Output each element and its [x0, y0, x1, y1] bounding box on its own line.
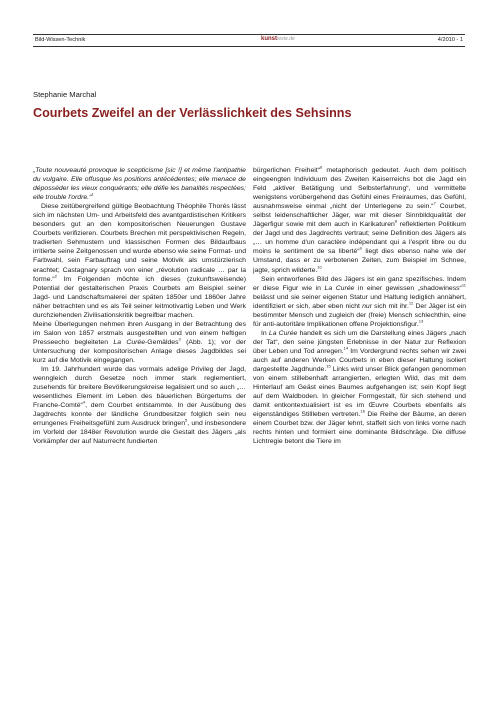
paragraph-text: handelt es sich um die Darstellung eines Jägers „nach der Tat“, den seine jüngsten Erlebnisse in der Natur zur Reflexion über Leben und Tod anregen. [253, 329, 467, 355]
footnote-ref: 16 [360, 408, 365, 414]
footnote-ref: 6 [319, 164, 323, 170]
paragraph-text: sich mit ihr. [372, 302, 409, 310]
paragraph-text: metaphorisch gedeutet. Auch dem politisch eingeengten Individuum des Zweiten Kaiserreichs bot die Jagd ein Feld „aktiver Betätigung und Selbsterfahrung“, und vermittelte wenigstens vorübergehend das Gefühl eines Freiraumes, das Gefühl, ausnahmsweise einmal „nicht der Unterlegene zu sein.“ [253, 167, 466, 211]
artwork-title: La Curée [268, 329, 298, 337]
paragraph-text: Sein entworfenes Bild des Jägers ist ein ganz spezifisches. Indem er diese Figur wie in [253, 275, 466, 292]
paragraph [33, 365, 246, 446]
footnote-ref: 13 [418, 318, 424, 324]
footnote-ref: 3 [178, 336, 181, 342]
paragraph-text: Im 19. Jahrhundert wurde das vormals adelige Privileg der Jagd, wenngleich durch Gesetze noch immer stark reglementiert, zusehends für breitere Bevölkerungskreise legalisiert und so auch „… wesentliches Element im Leben des bäuerlichen Bürgertums der Franche-Comté“ [33, 366, 246, 410]
artwork-title: La Curée [113, 338, 146, 346]
right-column [253, 166, 466, 446]
paragraph-text: in einer gewissen „shadowiness“ [354, 284, 462, 292]
issue-number: 4/2010 - 1 [437, 37, 463, 43]
footnote-ref: 2 [54, 273, 57, 279]
paragraph-text: (Abb. 1); vor der Untersuchung der kompositorischen Anlage dieses Jagdbildes sei kurz auf die Motivik eingegangen. [33, 338, 246, 364]
paragraph [33, 202, 246, 320]
footnote-ref: 4 [82, 399, 86, 405]
paragraph-text: reflektierten Politikum der Jagd und des Jagdrechts vertraut; seine Definition des Jägers als „… un homme d'un caractère indépendant qui a l'esprit libre ou du moins le sentiment de sa liberté“ [253, 221, 466, 256]
paragraph-text: , und insbesondere im Vorfeld der 1848er Revolution wurde die Gestalt des Jägers „als Vorkämpfer der auf Naturrecht fundierten [33, 420, 247, 446]
logo-suffix: texte.de [277, 36, 295, 42]
paragraph-text: , dem Courbet entstammte. In der Ausübung des Jagdrechts konnte der ländliche Grundbesitzer folglich sein neu errungenes Freiheitsgefühl zum Ausdruck bringen [33, 402, 246, 428]
paragraph-text: Der Jäger ist ein bestimmter Mensch und zugleich der (freie) Mensch schlechthin, eine für anti-autoritäre Implikationen offene Projektionsfigur. [253, 302, 466, 328]
paragraph [253, 275, 466, 329]
footnote-ref: 10 [317, 264, 322, 270]
emphasis: nur [362, 302, 372, 310]
quote-text: „Toute nouveauté provoque le scepticisme [sic !] et même l'antipathie du vulgaire. Elle offusque les positions antécédentes; elle menace de déposséder les vieux conquérants; elle défie les banalités respectées; elle trouble l'ordre.“ [33, 167, 246, 202]
paragraph-text: belässt und sie seiner eigenen Statur und Haltung lediglich annähert, identifiziert er sich, aber eben nicht [253, 293, 466, 310]
paragraph-text: Diese zeitübergreifend gültige Beobachtung Théophile Thorés lässt sich im nächsten Um- und Arbeitsfeld des avantgardistischen Kritikers besonders gut an den kompositorischen Neuerungen Gustave Courbets verifizieren. Courbets Brechen mit perspektivischen Regeln, tradierten Sehmustern und klassischen Formen des Bildaufbaus irritierte seine Zeitgenossen und wurde ebenso wie seine Format- und Farbwahl, sein Farbauftrag und seine Motivik als umstürzlerisch erachtet; Castagnary sprach von einer „révolution radicale … par la forme.“ [33, 203, 246, 283]
footnote-ref: 9 [359, 246, 362, 252]
paragraph-text: bürgerlichen Freiheit“ [253, 167, 320, 174]
paragraph-text: Meine Überlegungen nehmen ihren Ausgang in der Betrachtung des im Salon von 1857 erstmals ausgestellten und von einem heftigen Presseecho begleiteten [33, 320, 246, 346]
left-column [33, 166, 246, 446]
paragraph-text: Links wird unser Blick gefangen genommen von einem stillebenhaft arrangierten, erlegten Wild, das mit dem Hinterlauf am Geäst eines Baumes aufgehangen ist; sein Kopf liegt auf dem Waldboden. In gleicher Formgestalt, für sich stehend und damit entkontextualisiert ist es im Œuvre Courbets ebenfalls als eigenständiges Stillleben vertreten. [253, 366, 466, 419]
journal-name: Bild-Wissen-Technik [35, 37, 86, 43]
footnote-ref: 12 [408, 300, 414, 306]
logo-text: kunst [261, 36, 278, 42]
footnote-ref: 15 [326, 363, 331, 369]
paragraph-text: Courbet, selbst leidenschaftlicher Jäger, war mit dieser Sinnbildqualität der Jägerfigur sowie mit dem auch in Karikaturen [253, 203, 466, 229]
footnote-ref: 14 [343, 345, 349, 351]
article-title: Courbets Zweifel an der Verlässlichkeit des Sehsinns [33, 106, 352, 120]
footnote-ref: 7 [433, 200, 436, 206]
footnote-ref: 1 [91, 191, 94, 197]
journal-logo [261, 36, 295, 42]
paragraph-text: liegt dies ebenso nahe wie der Umstand, dass er zu verbotenen Zeiten, zum Beispiel im Schnee, jagte, sprich wilderte. [253, 248, 466, 274]
opening-quote [33, 166, 246, 202]
paragraph [33, 320, 246, 365]
paragraph-text: Im Folgenden möchte ich dieses (zukunftsweisende) Potential der gestalterischen Praxis Courbets am Beispiel seiner Jagd- und Landschaftsmalerei der späten 1850er und 1860er Jahre näher betrachten und es als Teil seiner leitmotivartig Leben und Werk durchziehenden Zivilisationskritik begreifbar machen. [33, 275, 246, 319]
footnote-ref: 11 [461, 282, 466, 288]
paragraph [253, 166, 466, 275]
paragraph [253, 329, 466, 447]
running-header [33, 34, 465, 47]
paragraph-text: Die Reihe der Bäume, an deren einem Courbet bzw. der Jäger lehnt, staffelt sich von links vorne nach rechts hinten und formiert eine dominante Bildschräge. Die diffuse Lichtregie betont die Tiere im [253, 411, 466, 446]
footnote-ref: 8 [394, 219, 398, 224]
paragraph-text: In [261, 329, 269, 337]
paragraph-text: -Gemäldes [145, 338, 179, 346]
footnote-ref: 5 [185, 418, 188, 424]
artwork-title: La Curée [324, 284, 355, 292]
paragraph-text: Im Vordergrund rechts sehen wir zwei auch auf anderen Werken Courbets in eben dieser Haltung isoliert dargestellte Jagdhunde. [253, 347, 466, 374]
article-author: Stephanie Marchal [33, 90, 97, 99]
